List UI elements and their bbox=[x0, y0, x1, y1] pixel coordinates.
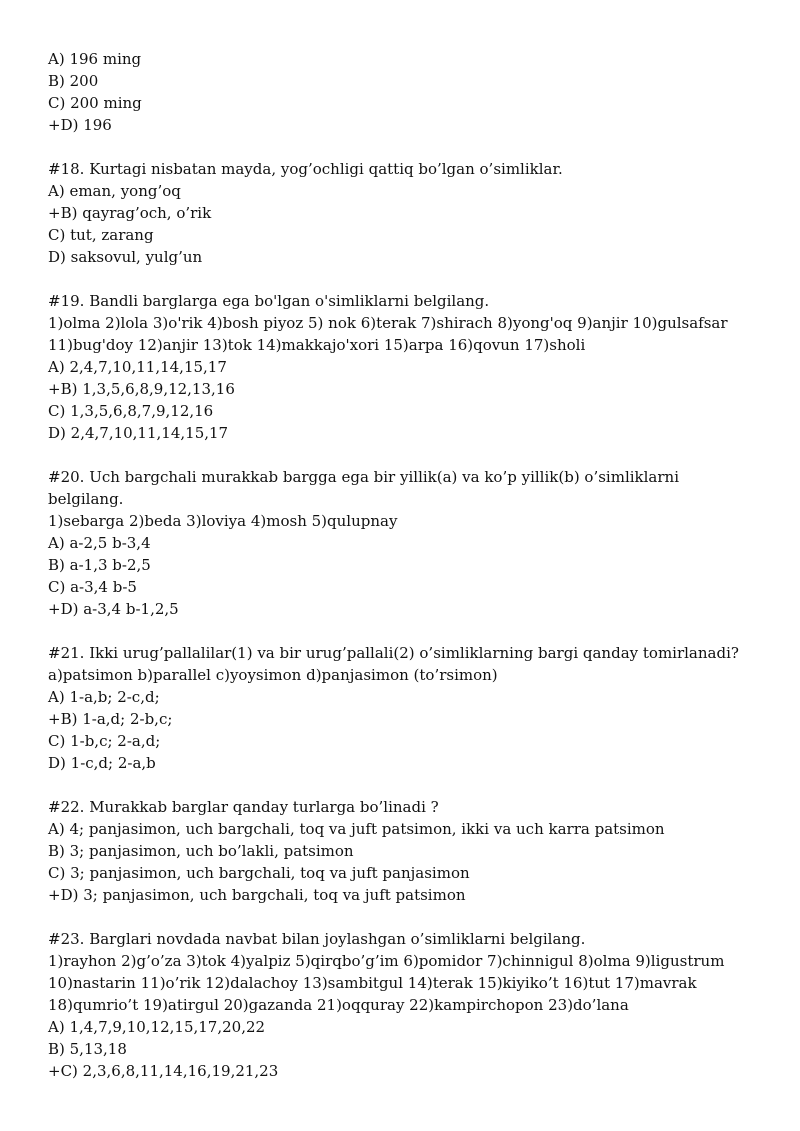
option-b-correct: +B) 1-a,d; 2-b,c; bbox=[48, 710, 173, 728]
option-d-correct: +D) 196 bbox=[48, 116, 112, 134]
option-a: A) 4; panjasimon, uch bargchali, toq va juft patsimon, ikki va uch karra patsimon bbox=[48, 820, 665, 838]
question-23 bbox=[48, 928, 760, 1082]
question-19 bbox=[48, 290, 760, 444]
question-text: #19. Bandli barglarga ega bo'lgan o'simliklarni belgilang. bbox=[48, 292, 490, 310]
option-c: C) 1,3,5,6,8,7,9,12,16 bbox=[48, 402, 214, 420]
question-text: #18. Kurtagi nisbatan mayda, yog’ochligi qattiq bo’lgan o’simliklar. bbox=[48, 160, 563, 178]
option-a: A) 1-a,b; 2-c,d; bbox=[48, 688, 160, 706]
option-c: C) 3; panjasimon, uch bargchali, toq va juft panjasimon bbox=[48, 864, 470, 882]
option-d: D) saksovul, yulg’un bbox=[48, 248, 203, 266]
option-a: A) 1,4,7,9,10,12,15,17,20,22 bbox=[48, 1018, 266, 1036]
item-list-line: 11)bug'doy 12)anjir 13)tok 14)makkajo'xori 15)arpa 16)qovun 17)sholi bbox=[48, 336, 586, 354]
question-22 bbox=[48, 796, 760, 906]
option-b: B) a-1,3 b-2,5 bbox=[48, 556, 151, 574]
item-list-line: 1)sebarga 2)beda 3)loviya 4)mosh 5)qulupnay bbox=[48, 512, 398, 530]
question-text-cont: belgilang. bbox=[48, 490, 124, 508]
question-text: #22. Murakkab barglar qanday turlarga bo’linadi ? bbox=[48, 798, 439, 816]
item-list-line: 1)rayhon 2)g’o’za 3)tok 4)yalpiz 5)qirqbo’g’im 6)pomidor 7)chinnigul 8)olma 9)ligustrum bbox=[48, 952, 725, 970]
option-a: A) eman, yong’oq bbox=[48, 182, 181, 200]
option-c: C) 1-b,c; 2-a,d; bbox=[48, 732, 161, 750]
question-text: #23. Barglari novdada navbat bilan joylashgan o’simliklarni belgilang. bbox=[48, 930, 586, 948]
option-d-correct: +D) a-3,4 b-1,2,5 bbox=[48, 600, 179, 618]
option-b-correct: +B) 1,3,5,6,8,9,12,13,16 bbox=[48, 380, 235, 398]
option-d: D) 1-c,d; 2-a,b bbox=[48, 754, 156, 772]
option-d: D) 2,4,7,10,11,14,15,17 bbox=[48, 424, 229, 442]
item-list-line: a)patsimon b)parallel c)yoysimon d)panjasimon (to’rsimon) bbox=[48, 666, 498, 684]
option-a: A) a-2,5 b-3,4 bbox=[48, 534, 151, 552]
option-a: A) 2,4,7,10,11,14,15,17 bbox=[48, 358, 227, 376]
question-text: #20. Uch bargchali murakkab bargga ega bir yillik(a) va ko’p yillik(b) o’simliklarni bbox=[48, 468, 680, 486]
option-d-correct: +D) 3; panjasimon, uch bargchali, toq va juft patsimon bbox=[48, 886, 466, 904]
item-list-line: 18)qumrio’t 19)atirgul 20)gazanda 21)oqquray 22)kampirchopon 23)do’lana bbox=[48, 996, 629, 1014]
option-c: C) 200 ming bbox=[48, 94, 142, 112]
option-b-correct: +B) qayrag’och, o’rik bbox=[48, 204, 212, 222]
question-18 bbox=[48, 158, 760, 268]
option-c: C) a-3,4 b-5 bbox=[48, 578, 137, 596]
question-21 bbox=[48, 642, 760, 774]
question-text: #21. Ikki urug’pallalilar(1) va bir urug’pallali(2) o’simliklarning bargi qanday tomirlanadi? bbox=[48, 644, 739, 662]
option-a: A) 196 ming bbox=[48, 50, 142, 68]
option-b: B) 5,13,18 bbox=[48, 1040, 127, 1058]
option-c-correct: +C) 2,3,6,8,11,14,16,19,21,23 bbox=[48, 1062, 279, 1080]
item-list-line: 10)nastarin 11)o’rik 12)dalachoy 13)sambitgul 14)terak 15)kiyiko’t 16)tut 17)mavrak bbox=[48, 974, 697, 992]
item-list-line: 1)olma 2)lola 3)o'rik 4)bosh piyoz 5) nok 6)terak 7)shirach 8)yong'oq 9)anjir 10)gulsafsar bbox=[48, 314, 728, 332]
question-17-options bbox=[48, 48, 760, 136]
option-c: C) tut, zarang bbox=[48, 226, 154, 244]
option-b: B) 3; panjasimon, uch bo’lakli, patsimon bbox=[48, 842, 354, 860]
option-b: B) 200 bbox=[48, 72, 99, 90]
question-20 bbox=[48, 466, 760, 620]
